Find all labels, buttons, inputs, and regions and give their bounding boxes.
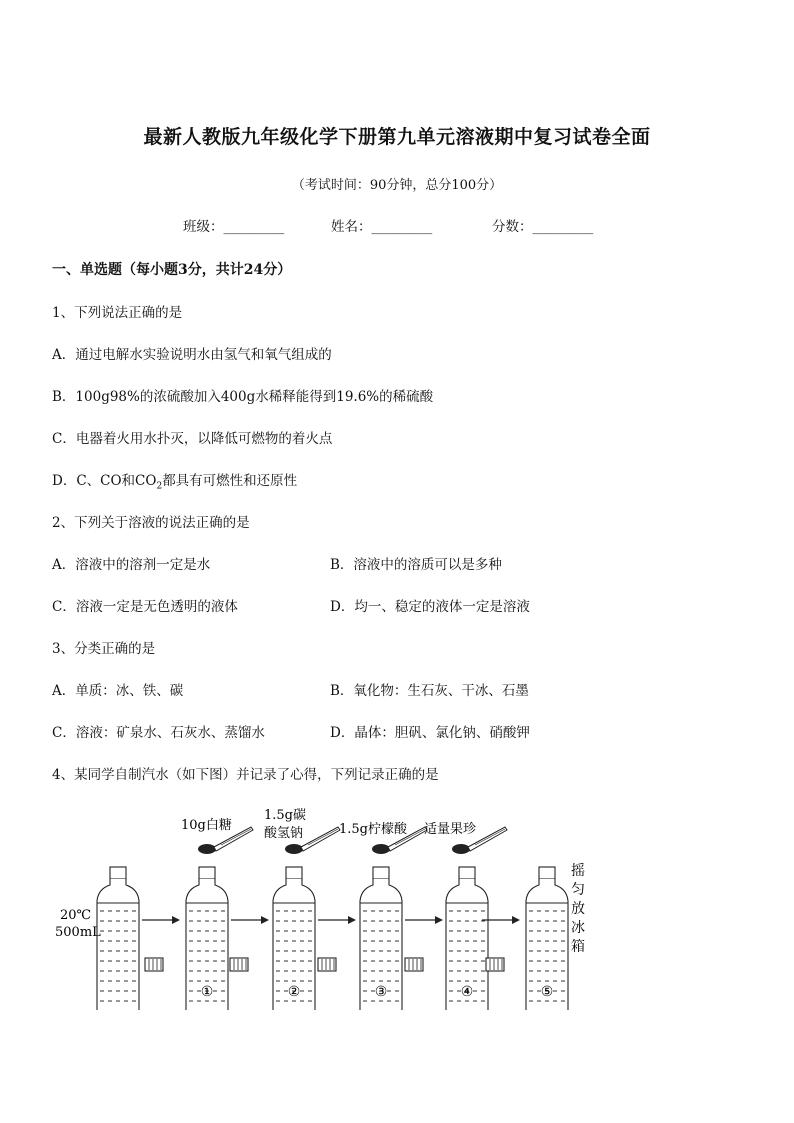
cap-2 [230, 958, 248, 971]
end-instruction [571, 862, 585, 955]
spoon-1-label: 10g白糖 [181, 818, 232, 833]
q1-option-a: A．通过电解水实验说明水由氢气和氧气组成的 [52, 347, 332, 363]
page-title: 最新人教版九年级化学下册第九单元溶液期中复习试卷全面 [143, 126, 651, 148]
q1-d-text-1: D．C、CO和CO [52, 473, 157, 489]
step-1-number: ① [200, 984, 214, 1000]
spoon-3-label: 1.5g柠檬酸 [339, 822, 407, 837]
q3-option-d: D．晶体：胆矾、氯化钠、硝酸钾 [330, 725, 530, 741]
step-5-number: ⑤ [540, 984, 554, 1000]
q1-d-subscript: 2 [156, 481, 163, 492]
cap-5 [486, 958, 504, 971]
q3-option-a: A．单质：冰、铁、碳 [52, 683, 184, 699]
q2-option-c: C．溶液一定是无色透明的液体 [52, 599, 238, 615]
class-field: 班级：_________ [183, 219, 285, 235]
arrow-2 [231, 916, 269, 924]
end-char-4: 冰 [571, 920, 585, 936]
spoon-2-label-line1: 1.5g碳 [264, 808, 306, 823]
q4-stem: 4、某同学自制汽水（如下图）并记录了心得，下列记录正确的是 [52, 767, 439, 783]
arrow-3 [318, 916, 356, 924]
cap-4 [405, 958, 423, 971]
end-char-5: 箱 [571, 939, 585, 955]
q1-option-b: B．100g98%的浓硫酸加入400g水稀释能得到19.6%的稀硫酸 [52, 389, 434, 405]
q1-option-d [52, 469, 297, 492]
q3-option-c: C．溶液：矿泉水、石灰水、蒸馏水 [52, 725, 265, 741]
spoon-4-label: 适量果珍 [424, 822, 477, 837]
step-3-number: ③ [374, 984, 388, 1000]
q2-option-a: A．溶液中的溶剂一定是水 [52, 557, 211, 573]
name-field: 姓名：_________ [331, 219, 433, 235]
cap-1 [145, 958, 163, 971]
q1-option-c: C．电器着火用水扑灭，以降低可燃物的着火点 [52, 431, 333, 447]
q2-option-d: D．均一、稳定的液体一定是溶液 [330, 599, 530, 615]
arrow-1 [142, 916, 180, 924]
end-char-1: 摇 [571, 863, 585, 879]
temperature-label: 20℃ [60, 908, 92, 923]
cap-3 [318, 958, 336, 971]
q1-d-text-2: 都具有可燃性和还原性 [162, 473, 298, 489]
section-heading: 一、单选题（每小题3分，共计24分） [52, 262, 292, 278]
exam-time-note: （考试时间：90分钟，总分100分） [291, 178, 503, 193]
soda-making-figure [0, 795, 794, 1010]
q2-stem: 2、下列关于溶液的说法正确的是 [52, 515, 250, 531]
end-char-3: 放 [571, 901, 585, 917]
score-field: 分数：_________ [492, 219, 594, 235]
step-4-number: ④ [460, 984, 474, 1000]
arrow-4 [405, 916, 443, 924]
volume-label: 500mL [55, 925, 101, 940]
end-char-2: 匀 [571, 882, 585, 898]
bottle-initial [97, 867, 139, 1010]
q2-option-b: B．溶液中的溶质可以是多种 [330, 557, 502, 573]
step-2-number: ② [287, 984, 301, 1000]
spoon-2-label-line2: 酸氢钠 [264, 826, 304, 841]
q1-stem: 1、下列说法正确的是 [52, 305, 183, 321]
q3-option-b: B．氧化物：生石灰、干冰、石墨 [330, 683, 529, 699]
q3-stem: 3、分类正确的是 [52, 641, 156, 657]
